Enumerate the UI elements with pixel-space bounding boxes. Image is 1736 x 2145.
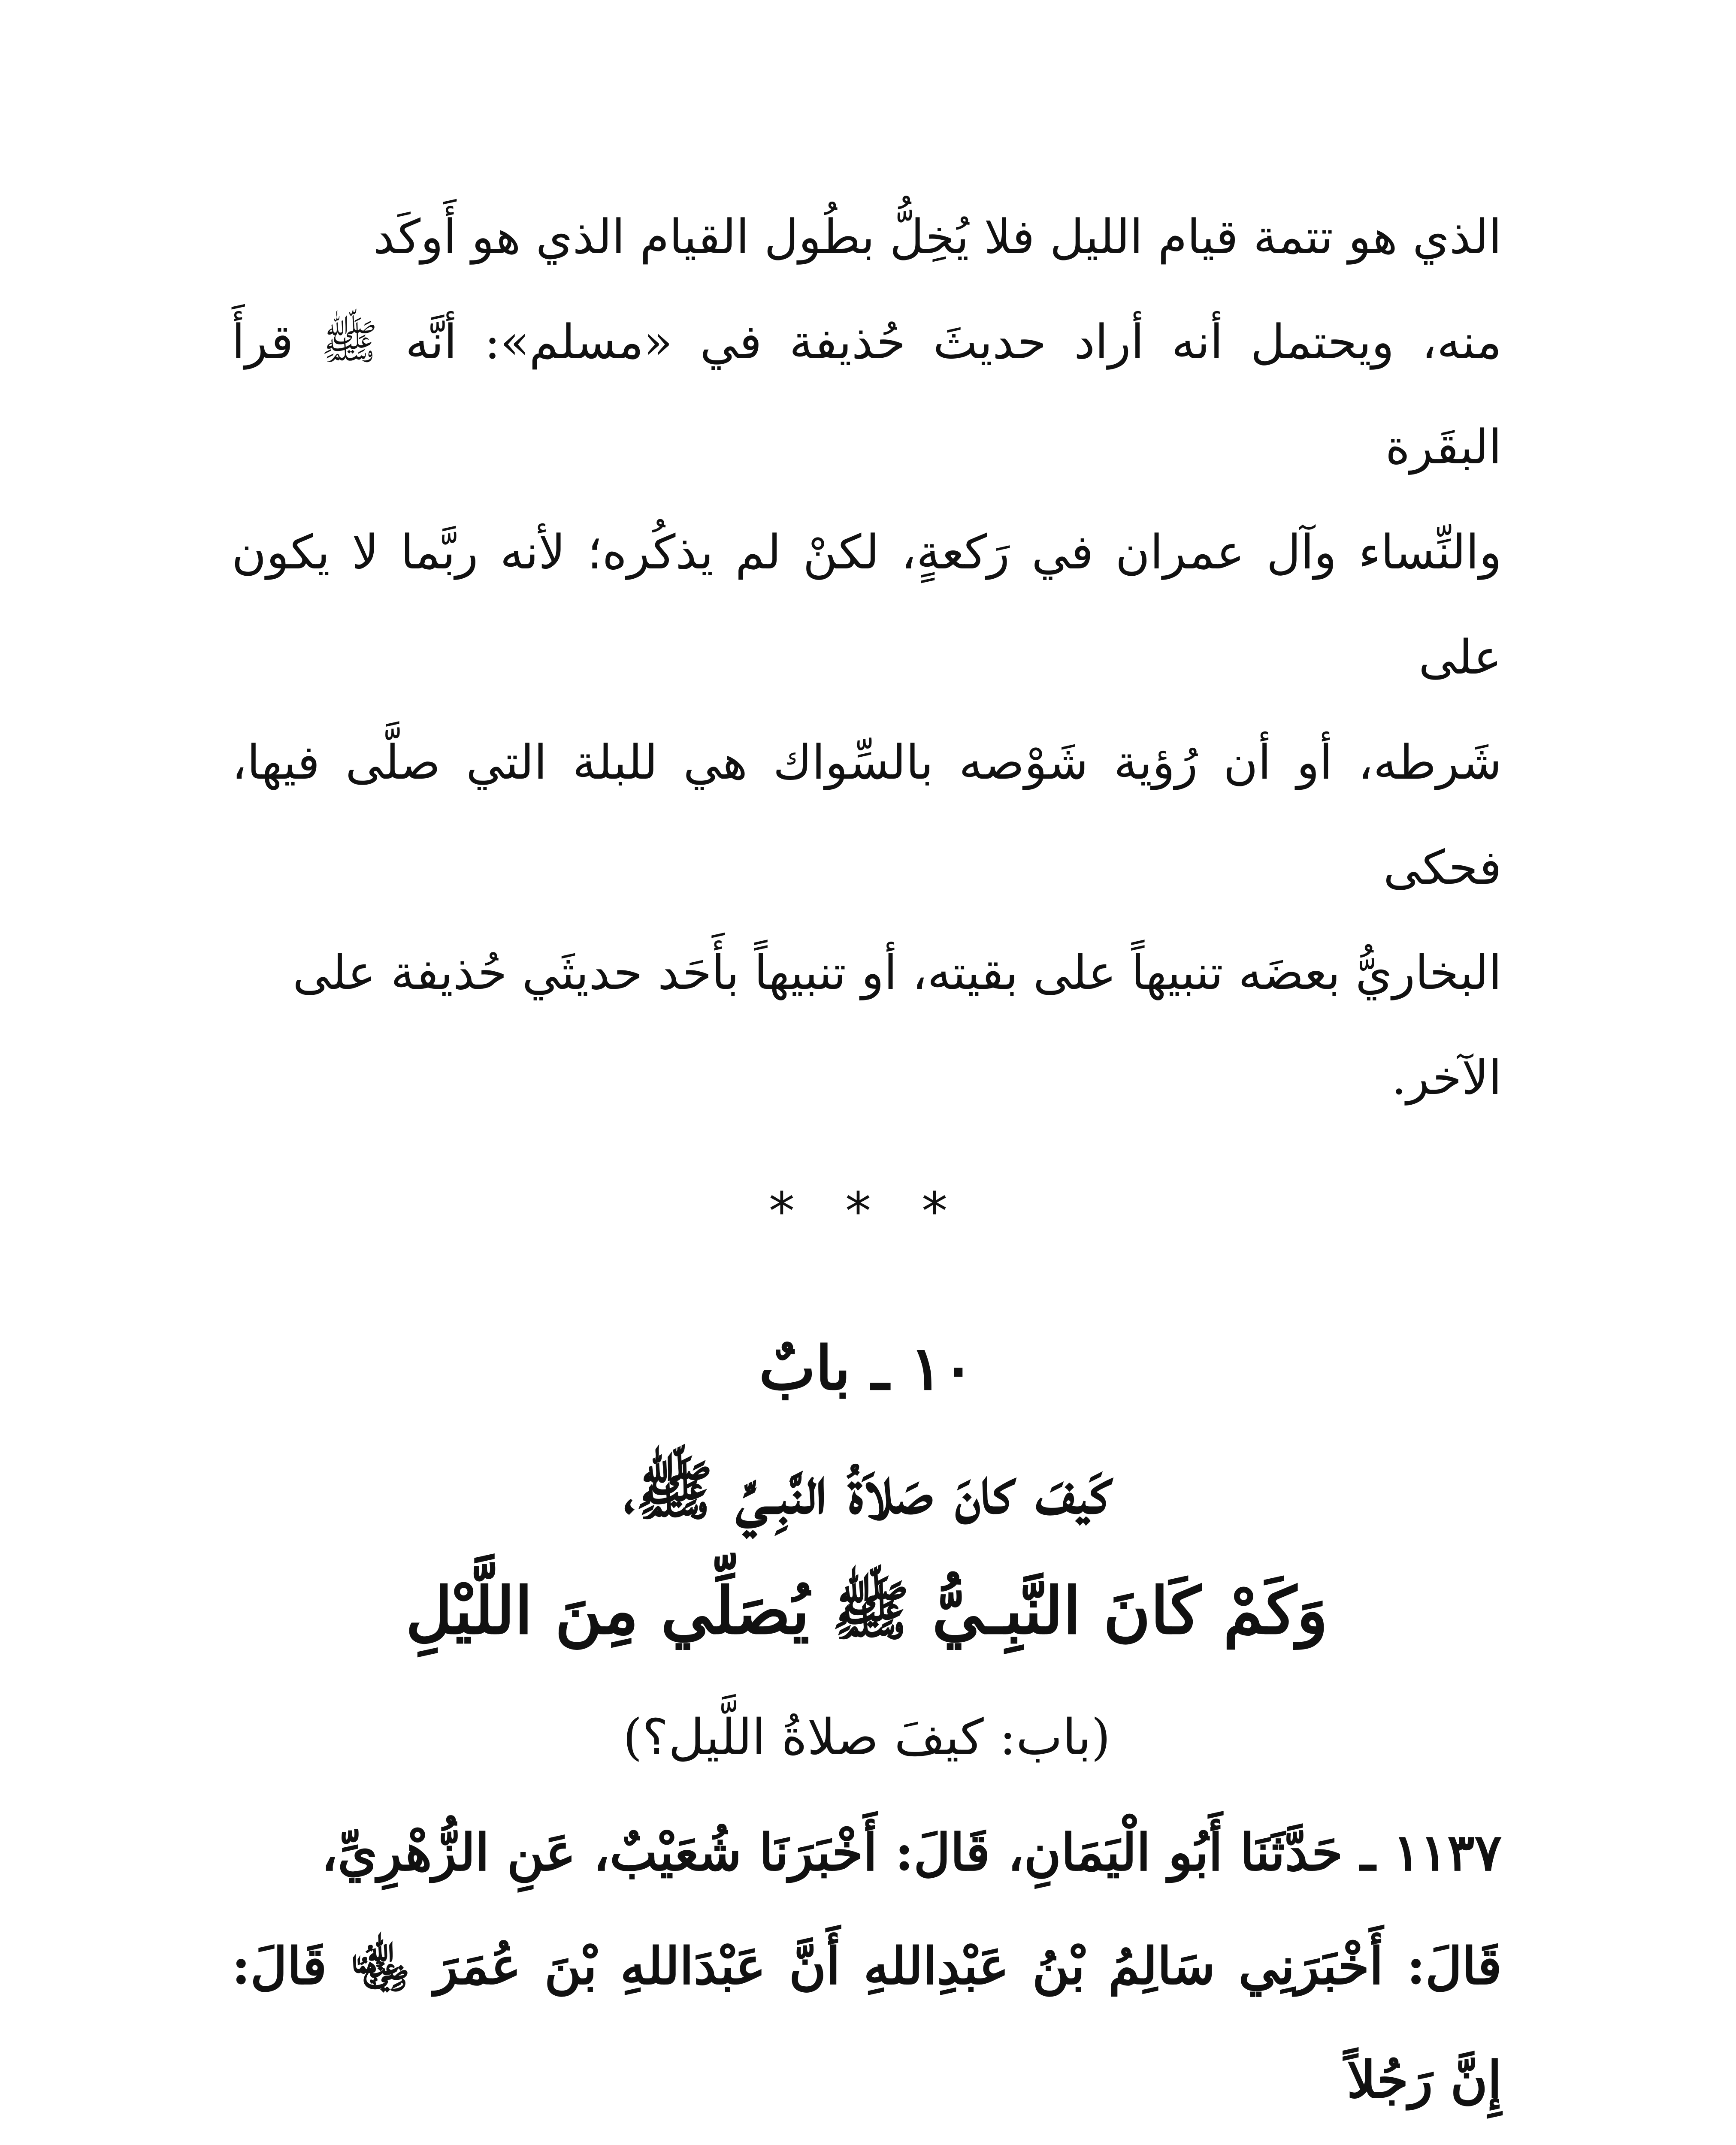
section-separator: * * * bbox=[768, 1182, 965, 1242]
commentary-line: البخاريُّ بعضَه تنبيهاً على بقيته، أو تنبيهاً بأَحَد حديثَي حُذيفة على bbox=[293, 945, 1502, 1000]
chapter-title bbox=[232, 1431, 1502, 1671]
chapter-title-line: وَكَمْ كَانَ النَّبِـيُّ ﷺ يُصَلِّي مِنَ اللَّيْلِ bbox=[405, 1573, 1328, 1649]
commentary-line: الذي هو تتمة قيام الليل فلا يُخِلُّ بطُول القيام الذي هو أَوكَد bbox=[373, 209, 1502, 264]
page-body bbox=[232, 184, 1502, 2145]
commentary-line: والنِّساء وآل عمران في رَكعةٍ، لكنْ لم يذكُره؛ لأنه ربَّما لا يكون على bbox=[232, 525, 1502, 685]
hadith-line bbox=[232, 2136, 1502, 2145]
chapter-sub-heading: (باب: كيفَ صلاةُ اللَّيل؟) bbox=[623, 1709, 1111, 1766]
hadith-line: قَالَ: أَخْبَرَنِي سَالِمُ بْنُ عَبْدِاللهِ أَنَّ عَبْدَاللهِ بْنَ عُمَرَ ﵄ قَالَ: إِنَّ رَجُلاً bbox=[232, 1936, 1502, 2109]
chapter-number: ١٠ ـ بابٌ bbox=[759, 1333, 975, 1404]
chapter-title-line: كَيفَ كانَ صَلاَةُ النَّبِـيِّ ﷺ، bbox=[623, 1453, 1110, 1529]
commentary-line: الآخر. bbox=[1391, 1050, 1502, 1105]
commentary-line: شَرطه، أو أن رُؤية شَوْصه بالسِّواك هي للبلة التي صلَّى فيها، فحكى bbox=[232, 735, 1502, 895]
hadith-1137 bbox=[232, 1795, 1502, 2145]
commentary-line: منه، ويحتمل أنه أراد حديثَ حُذيفة في «مسلم»: أنَّه ﷺ قرأَ البقَرة bbox=[232, 314, 1502, 474]
hadith-line: ١١٣٧ ـ حَدَّثَنَا أَبُو الْيَمَانِ، قَالَ: أَخْبَرَنَا شُعَيْبٌ، عَنِ الزُّهْرِيِّ، bbox=[321, 1822, 1502, 1882]
commentary-paragraph bbox=[232, 184, 1502, 1130]
